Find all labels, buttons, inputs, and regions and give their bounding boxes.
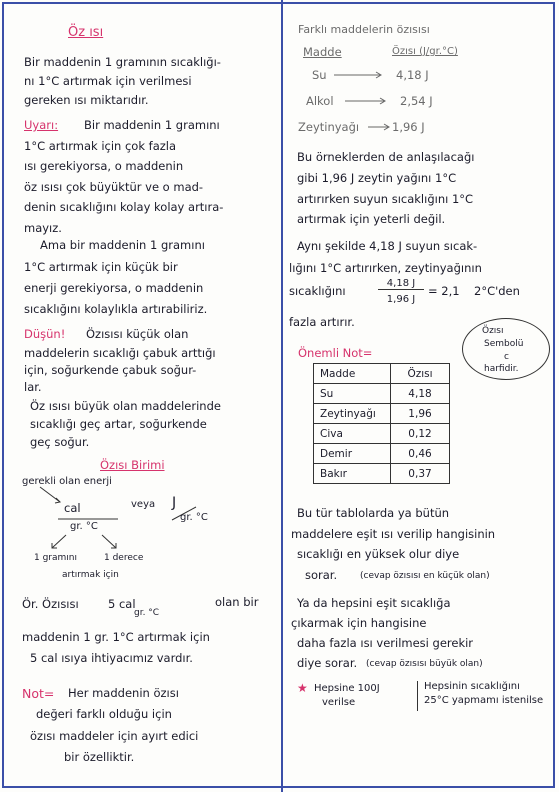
example-prefix: Ör. Özısısı bbox=[22, 597, 79, 611]
table-cell-name: Su bbox=[314, 384, 391, 404]
p3-line-4: sorar. bbox=[305, 568, 338, 582]
p2-line-3-prefix: sıcaklığını bbox=[289, 284, 346, 298]
header-ozisi: Özısı (J/gr.°C) bbox=[392, 46, 458, 57]
table-cell-name: Bakır bbox=[314, 464, 391, 484]
right-title: Farklı maddelerin özısısı bbox=[298, 23, 430, 36]
table-cell-name: Civa bbox=[314, 424, 391, 444]
bubble-line-3: c bbox=[504, 352, 509, 362]
think-line-2: maddelerin sıcaklığı çabuk arttığı bbox=[24, 346, 216, 360]
unit-joule: J bbox=[172, 495, 177, 511]
value-arrows bbox=[0, 0, 559, 140]
think-line-1: Özısısı küçük olan bbox=[86, 327, 189, 341]
note-label: Not= bbox=[22, 686, 55, 701]
table-row bbox=[314, 384, 450, 404]
row-su-value: 4,18 J bbox=[396, 68, 429, 82]
table-header-madde: Madde bbox=[314, 364, 391, 384]
unit-title: Özısı Birimi bbox=[100, 458, 165, 472]
bubble-line-1: Özısı bbox=[482, 326, 504, 336]
note-line-4: bir özelliktir. bbox=[64, 750, 135, 764]
row-su-name: Su bbox=[312, 68, 327, 82]
bubble-line-4: harfidir. bbox=[484, 364, 519, 374]
p1-line-2: gibi 1,96 J zeytin yağını 1°C bbox=[297, 171, 457, 185]
p2-line-1: Aynı şekilde 4,18 J suyun sıcak- bbox=[297, 239, 478, 253]
unit-energy-note: gerekli olan enerji bbox=[22, 476, 112, 487]
para2-line-3: enerji gerekiyorsa, o maddenin bbox=[24, 281, 204, 295]
warning-line-3: ısı gerekiyorsa, o maddenin bbox=[24, 159, 184, 173]
star-icon: ★ bbox=[297, 681, 308, 695]
para3-line-2: sıcaklığı geç artar, soğurkende bbox=[30, 417, 207, 431]
title-oz-isi: Öz ısı bbox=[68, 25, 104, 40]
table-row bbox=[314, 444, 450, 464]
row-alkol-value: 2,54 J bbox=[400, 94, 433, 108]
table-cell-name: Zeytinyağı bbox=[314, 404, 391, 424]
warning-line-6: mayız. bbox=[24, 221, 62, 235]
table-row bbox=[314, 424, 450, 444]
table-row bbox=[314, 464, 450, 484]
unit-one-gram: 1 gramını bbox=[34, 553, 77, 563]
p1-line-3: artırırken suyun sıcaklığını 1°C bbox=[297, 192, 474, 206]
table-cell-value: 0,37 bbox=[391, 464, 450, 484]
p4-line-3: daha fazla ısı verilmesi gerekir bbox=[297, 636, 474, 650]
def-line-1: Bir maddenin 1 gramının sıcaklığı- bbox=[24, 55, 221, 69]
p1-line-4: artırmak için yeterli değil. bbox=[297, 212, 446, 226]
think-line-3: için, soğurkende çabuk soğur- bbox=[24, 363, 197, 377]
p4-line-1: Ya da hepsini eşit sıcaklığa bbox=[297, 596, 451, 610]
example-line-2: maddenin 1 gr. 1°C artırmak için bbox=[22, 630, 210, 644]
row-zeytinyagi-name: Zeytinyağı bbox=[298, 120, 360, 134]
footer-case-1-line-2: verilse bbox=[322, 697, 356, 708]
think-label: Düşün! bbox=[24, 327, 66, 341]
note-line-2: değeri farklı olduğu için bbox=[36, 707, 172, 721]
unit-cal: cal bbox=[64, 501, 81, 515]
def-line-2: nı 1°C artırmak için verilmesi bbox=[24, 74, 192, 88]
table-cell-value: 0,46 bbox=[391, 444, 450, 464]
p4-answer: (cevap özısısı büyük olan) bbox=[366, 659, 483, 669]
table-header-row bbox=[314, 364, 450, 384]
note-line-3: özısı maddeler için ayırt edici bbox=[30, 729, 199, 743]
def-line-3: gereken ısı miktarıdır. bbox=[24, 93, 149, 107]
unit-or: veya bbox=[131, 499, 156, 510]
p2-line-2: lığını 1°C artırırken, zeytinyağının bbox=[289, 261, 482, 275]
p1-line-1: Bu örneklerden de anlaşılacağı bbox=[297, 150, 475, 164]
footer-divider bbox=[417, 681, 418, 711]
footer-case-2-line-2: 25°C yapmamı istenilse bbox=[424, 695, 544, 706]
example-line-3: 5 cal ısıya ihtiyacımız vardır. bbox=[30, 651, 193, 665]
table-header-ozisi: Özısı bbox=[391, 364, 450, 384]
example-suffix: olan bir bbox=[215, 595, 259, 609]
footer-case-1-line-1: Hepsine 100J bbox=[314, 683, 380, 694]
unit-one-degree: 1 derece bbox=[104, 553, 144, 563]
p3-answer: (cevap özısısı en küçük olan) bbox=[360, 571, 490, 581]
bubble-line-2: Sembolü bbox=[484, 339, 524, 349]
p3-line-3: sıcaklığı en yüksek olur diye bbox=[297, 547, 460, 561]
table-cell-name: Demir bbox=[314, 444, 391, 464]
p3-line-2: maddelere eşit ısı verilip hangisinin bbox=[291, 527, 496, 541]
p4-line-4: diye sorar. bbox=[297, 656, 358, 670]
para2-line-1: Ama bir maddenin 1 gramını bbox=[40, 238, 205, 252]
unit-to-increase: artırmak için bbox=[62, 570, 119, 580]
specific-heat-table bbox=[313, 363, 450, 484]
unit-gr-c-2: gr. °C bbox=[180, 512, 208, 523]
table-cell-value: 4,18 bbox=[391, 384, 450, 404]
ratio-numerator: 4,18 J bbox=[378, 278, 424, 290]
unit-gr-c: gr. °C bbox=[70, 521, 98, 532]
p2-line-4: fazla artırır. bbox=[289, 315, 355, 329]
row-alkol-name: Alkol bbox=[306, 94, 334, 108]
warning-line-2: 1°C artırmak için çok fazla bbox=[24, 139, 177, 153]
warning-line-1: Bir maddenin 1 gramını bbox=[84, 118, 220, 132]
note-line-1: Her maddenin özısı bbox=[68, 686, 179, 700]
example-unit-den: gr. °C bbox=[134, 608, 160, 618]
table-cell-value: 0,12 bbox=[391, 424, 450, 444]
ratio-result: = 2,1 bbox=[428, 284, 460, 298]
para2-line-2: 1°C artırmak için küçük bir bbox=[24, 260, 178, 274]
ratio-denominator: 1,96 J bbox=[386, 294, 416, 305]
p2-line-3-suffix: 2°C'den bbox=[474, 284, 520, 298]
table-cell-value: 1,96 bbox=[391, 404, 450, 424]
table-row bbox=[314, 404, 450, 424]
header-madde: Madde bbox=[303, 45, 342, 59]
example-value: 5 cal bbox=[108, 597, 136, 611]
think-line-4: lar. bbox=[24, 380, 42, 394]
warning-line-5: denin sıcaklığını kolay kolay artıra- bbox=[24, 200, 224, 214]
p3-line-1: Bu tür tablolarda ya bütün bbox=[297, 506, 450, 520]
p4-line-2: çıkarmak için hangisine bbox=[291, 616, 427, 630]
warning-label: Uyarı: bbox=[24, 118, 59, 132]
row-zeytinyagi-value: 1,96 J bbox=[392, 120, 425, 134]
warning-line-4: öz ısısı çok büyüktür ve o mad- bbox=[24, 180, 204, 194]
para3-line-1: Öz ısısı büyük olan maddelerinde bbox=[30, 399, 221, 413]
footer-case-2-line-1: Hepsinin sıcaklığını bbox=[424, 681, 520, 692]
important-note-label: Önemli Not= bbox=[298, 346, 373, 360]
para2-line-4: sıcaklığını kolaylıkla artırabiliriz. bbox=[24, 302, 208, 316]
para3-line-3: geç soğur. bbox=[30, 435, 90, 449]
